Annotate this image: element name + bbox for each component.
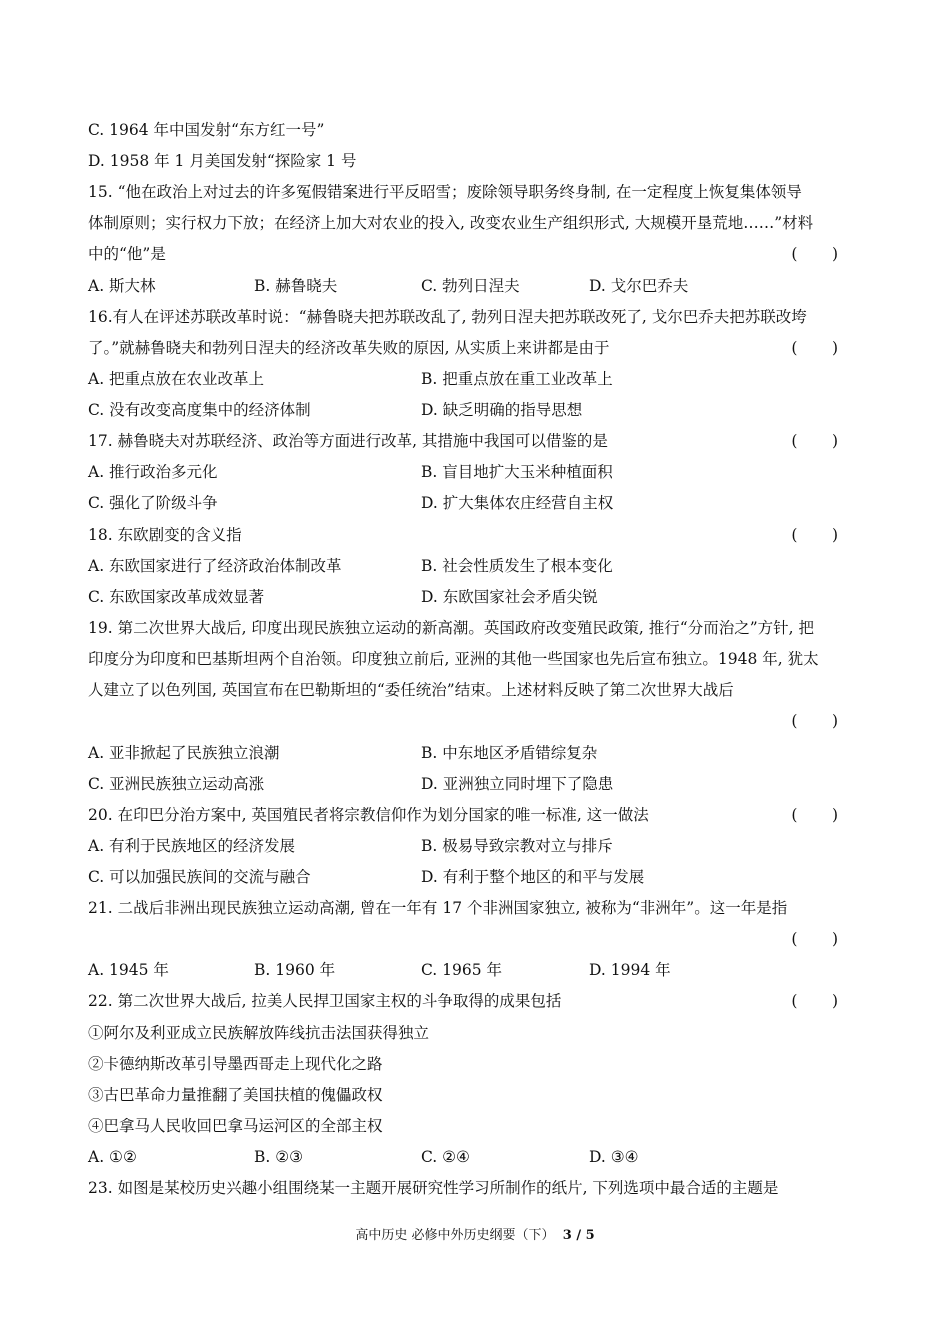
page-number: 3 / 5 bbox=[562, 1228, 595, 1243]
question-17-stem: 17. 赫鲁晓夫对苏联经济、政治等方面进行改革, 其措施中我国可以借鉴的是 bbox=[88, 432, 608, 450]
question-19-stem: 人建立了以色列国, 英国宣布在巴勒斯坦的“委任统治”结束。上述材料反映了第二次世界大战后 bbox=[88, 681, 734, 699]
answer-parentheses: ( ) bbox=[791, 992, 838, 1010]
option-b: B. 1960 年 bbox=[254, 961, 336, 979]
option-d: D. 亚洲独立同时埋下了隐患 bbox=[421, 775, 614, 793]
answer-parentheses: ( ) bbox=[791, 712, 838, 730]
question-16-stem: 了。”就赫鲁晓夫和勃列日涅夫的经济改革失败的原因, 从实质上来讲都是由于 bbox=[88, 339, 610, 357]
option-d: D. 有利于整个地区的和平与发展 bbox=[421, 868, 645, 886]
statement-item: ③古巴革命力量推翻了美国扶植的傀儡政权 bbox=[88, 1086, 383, 1104]
answer-parentheses: ( ) bbox=[791, 930, 838, 948]
answer-parentheses: ( ) bbox=[791, 339, 838, 357]
question-22-stem: 22. 第二次世界大战后, 拉美人民捍卫国家主权的斗争取得的成果包括 bbox=[88, 992, 562, 1010]
option-a: A. ①② bbox=[88, 1148, 137, 1166]
option-d: D. 1994 年 bbox=[589, 961, 671, 979]
option-c: C. ②④ bbox=[421, 1148, 470, 1166]
option-c: C. 可以加强民族间的交流与融合 bbox=[88, 868, 311, 886]
question-19-stem: 19. 第二次世界大战后, 印度出现民族独立运动的新高潮。英国政府改变殖民政策, 推行“分而治之”方针, 把 bbox=[88, 619, 814, 637]
option-c: C. 没有改变高度集中的经济体制 bbox=[88, 401, 311, 419]
statement-item: ①阿尔及利亚成立民族解放阵线抗击法国获得独立 bbox=[88, 1024, 430, 1042]
option-a: A. 推行政治多元化 bbox=[88, 463, 218, 481]
option-d: D. 扩大集体农庄经营自主权 bbox=[421, 494, 614, 512]
option-a: A. 亚非掀起了民族独立浪潮 bbox=[88, 744, 280, 762]
option-b: B. 赫鲁晓夫 bbox=[254, 277, 338, 295]
answer-parentheses: ( ) bbox=[791, 432, 838, 450]
answer-parentheses: ( ) bbox=[791, 526, 838, 544]
footer-title: 高中历史 必修中外历史纲要（下） bbox=[355, 1228, 555, 1243]
option-a: A. 1945 年 bbox=[88, 961, 169, 979]
option-a: A. 把重点放在农业改革上 bbox=[88, 370, 265, 388]
option-a: A. 斯大林 bbox=[88, 277, 156, 295]
option-a: A. 有利于民族地区的经济发展 bbox=[88, 837, 296, 855]
question-20-stem: 20. 在印巴分治方案中, 英国殖民者将宗教信仰作为划分国家的唯一标准, 这一做法 bbox=[88, 806, 649, 824]
option-b: B. 把重点放在重工业改革上 bbox=[421, 370, 613, 388]
option-b: B. 极易导致宗教对立与排斥 bbox=[421, 837, 613, 855]
option-d: D. 缺乏明确的指导思想 bbox=[421, 401, 583, 419]
answer-parentheses: ( ) bbox=[791, 806, 838, 824]
option-b: B. ②③ bbox=[254, 1148, 304, 1166]
option-a: A. 东欧国家进行了经济政治体制改革 bbox=[88, 557, 342, 575]
question-23-stem: 23. 如图是某校历史兴趣小组围绕某一主题开展研究性学习所制作的纸片, 下列选项中最合适的主题是 bbox=[88, 1179, 779, 1197]
option-b: B. 盲目地扩大玉米种植面积 bbox=[421, 463, 613, 481]
question-21-stem: 21. 二战后非洲出现民族独立运动高潮, 曾在一年有 17 个非洲国家独立, 被称为“非洲年”。这一年是指 bbox=[88, 899, 788, 917]
option-c: C. 1965 年 bbox=[421, 961, 503, 979]
option-b: B. 中东地区矛盾错综复杂 bbox=[421, 744, 598, 762]
question-15-stem: 15. “他在政治上对过去的许多冤假错案进行平反昭雪；废除领导职务终身制, 在一定程度上恢复集体领导 bbox=[88, 183, 802, 201]
option-c: C. 勃列日涅夫 bbox=[421, 277, 520, 295]
question-15-stem: 体制原则；实行权力下放；在经济上加大对农业的投入, 改变农业生产组织形式, 大规模开垦荒地……”材料 bbox=[88, 214, 814, 232]
option-b: B. 社会性质发生了根本变化 bbox=[421, 557, 613, 575]
option-line: C. 1964 年中国发射“东方红一号” bbox=[88, 121, 325, 139]
statement-item: ②卡德纳斯改革引导墨西哥走上现代化之路 bbox=[88, 1055, 383, 1073]
answer-parentheses: ( ) bbox=[791, 245, 838, 263]
option-d: D. 戈尔巴乔夫 bbox=[589, 277, 689, 295]
question-18-stem: 18. 东欧剧变的含义指 bbox=[88, 526, 242, 544]
option-c: C. 东欧国家改革成效显著 bbox=[88, 588, 265, 606]
option-d: D. ③④ bbox=[589, 1148, 639, 1166]
question-15-stem: 中的“他”是 bbox=[88, 245, 166, 263]
statement-item: ④巴拿马人民收回巴拿马运河区的全部主权 bbox=[88, 1117, 383, 1135]
question-16-stem: 16.有人在评述苏联改革时说：“赫鲁晓夫把苏联改乱了, 勃列日涅夫把苏联改死了, 戈尔巴乔夫把苏联改垮 bbox=[88, 308, 807, 326]
page-footer bbox=[0, 1227, 950, 1245]
option-c: C. 强化了阶级斗争 bbox=[88, 494, 218, 512]
option-d: D. 东欧国家社会矛盾尖锐 bbox=[421, 588, 598, 606]
question-19-stem: 印度分为印度和巴基斯坦两个自治领。印度独立前后, 亚洲的其他一些国家也先后宣布独立。1948 年, 犹太 bbox=[88, 650, 819, 668]
option-line: D. 1958 年 1 月美国发射“探险家 1 号 bbox=[88, 152, 357, 170]
option-c: C. 亚洲民族独立运动高涨 bbox=[88, 775, 265, 793]
